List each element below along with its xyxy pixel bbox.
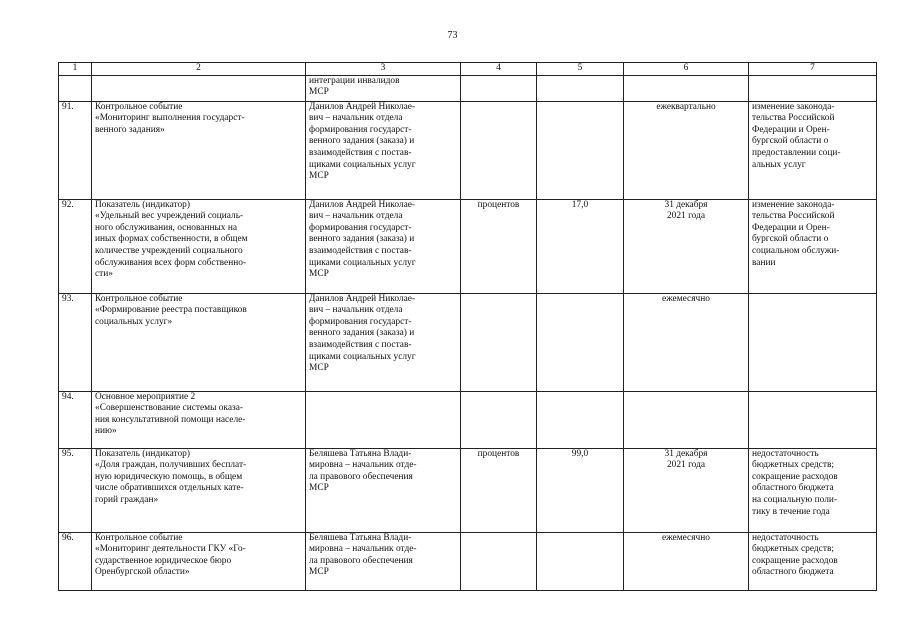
event-cell: Контрольное событие «Формирование реестра поставщиков социальных услуг»: [92, 293, 306, 391]
deadline-cell: 31 декабря 2021 года: [624, 448, 749, 532]
deadline-cell: 31 декабря 2021 года: [624, 199, 749, 293]
value-cell: 99,0: [537, 448, 624, 532]
responsible-cell: Беляшева Татьяна Влади- мировна – начальник отде- ла правового обеспечения МСР: [306, 448, 461, 532]
unit-cell: [461, 391, 537, 448]
event-cell: Показатель (индикатор) «Доля граждан, получивших бесплат- ную юридическую помощь, в общем числе обратившихся отдельных кате- горий граждан»: [92, 448, 306, 532]
header-cell: 4: [461, 63, 537, 76]
header-cell: 7: [749, 63, 877, 76]
unit-cell: [461, 532, 537, 590]
deadline-cell: ежеквартально: [624, 101, 749, 199]
event-cell: Основное мероприятие 2 «Совершенствование системы оказа- ния консультативной помощи населе- нию»: [92, 391, 306, 448]
deadline-cell: ежемесячно: [624, 293, 749, 391]
table-row: [59, 199, 877, 293]
responsible-cell: интеграции инвалидов МСР: [306, 75, 461, 101]
responsible-cell: Данилов Андрей Николае- вич – начальник отдела формирования государст- венного задания (заказа) и взаимодействия с постав- щиками социальных услуг МСР: [306, 293, 461, 391]
value-cell: [537, 293, 624, 391]
deadline-cell: ежемесячно: [624, 532, 749, 590]
responsible-cell: Данилов Андрей Николае- вич – начальник отдела формирования государст- венного задания (заказа) и взаимодействия с постав- щиками социальных услуг МСР: [306, 199, 461, 293]
deadline-cell: [624, 75, 749, 101]
unit-cell: [461, 75, 537, 101]
table-row: [59, 532, 877, 590]
value-cell: [537, 101, 624, 199]
unit-cell: [461, 101, 537, 199]
page-number: 73: [447, 30, 458, 41]
risk-cell: недостаточность бюджетных средств; сокращение расходов областного бюджета на социальную поли- тику в течение года: [749, 448, 877, 532]
deadline-cell: [624, 391, 749, 448]
header-cell: 6: [624, 63, 749, 76]
header-cell: 2: [92, 63, 306, 76]
unit-cell: [461, 293, 537, 391]
event-cell: Контрольное событие «Мониторинг выполнения государст- венного задания»: [92, 101, 306, 199]
unit-cell: процентов: [461, 448, 537, 532]
responsible-cell: Данилов Андрей Николае- вич – начальник отдела формирования государст- венного задания (заказа) и взаимодействия с постав- щиками социальных услуг МСР: [306, 101, 461, 199]
header-cell: 1: [59, 63, 92, 76]
value-cell: [537, 391, 624, 448]
row-number-cell: 94.: [59, 391, 92, 448]
value-cell: [537, 532, 624, 590]
risk-cell: изменение законода- тельства Российской Федерации и Орен- бургской области о предоставлении соци- альных услуг: [749, 101, 877, 199]
plan-table: [58, 62, 877, 591]
event-cell: Показатель (индикатор) «Удельный вес учреждений социаль- ного обслуживания, основанных на иных формах собственности, в общем количестве учреждений социального обслуживания всех форм собственно- сти»: [92, 199, 306, 293]
row-number-cell: 92.: [59, 199, 92, 293]
risk-cell: недостаточность бюджетных средств; сокращение расходов областного бюджета: [749, 532, 877, 590]
risk-cell: [749, 293, 877, 391]
header-cell: 5: [537, 63, 624, 76]
row-number-cell: 93.: [59, 293, 92, 391]
table-row: [59, 293, 877, 391]
row-number-cell: 95.: [59, 448, 92, 532]
table-row: [59, 101, 877, 199]
responsible-cell: Беляшева Татьяна Влади- мировна – начальник отде- ла правового обеспечения МСР: [306, 532, 461, 590]
event-cell: Контрольное событие «Мониторинг деятельности ГКУ «Го- сударственное юридическое бюро Оренбургской области»: [92, 532, 306, 590]
risk-cell: [749, 391, 877, 448]
risk-cell: [749, 75, 877, 101]
table-header-row: [59, 63, 877, 76]
table-row: [59, 75, 877, 101]
event-cell: [92, 75, 306, 101]
value-cell: [537, 75, 624, 101]
table-row: [59, 391, 877, 448]
row-number-cell: 96.: [59, 532, 92, 590]
table-row: [59, 448, 877, 532]
value-cell: 17,0: [537, 199, 624, 293]
row-number-cell: 91.: [59, 101, 92, 199]
row-number-cell: [59, 75, 92, 101]
risk-cell: изменение законода- тельства Российской Федерации и Орен- бургской области о социальном обслужи- вании: [749, 199, 877, 293]
header-cell: 3: [306, 63, 461, 76]
unit-cell: процентов: [461, 199, 537, 293]
responsible-cell: [306, 391, 461, 448]
